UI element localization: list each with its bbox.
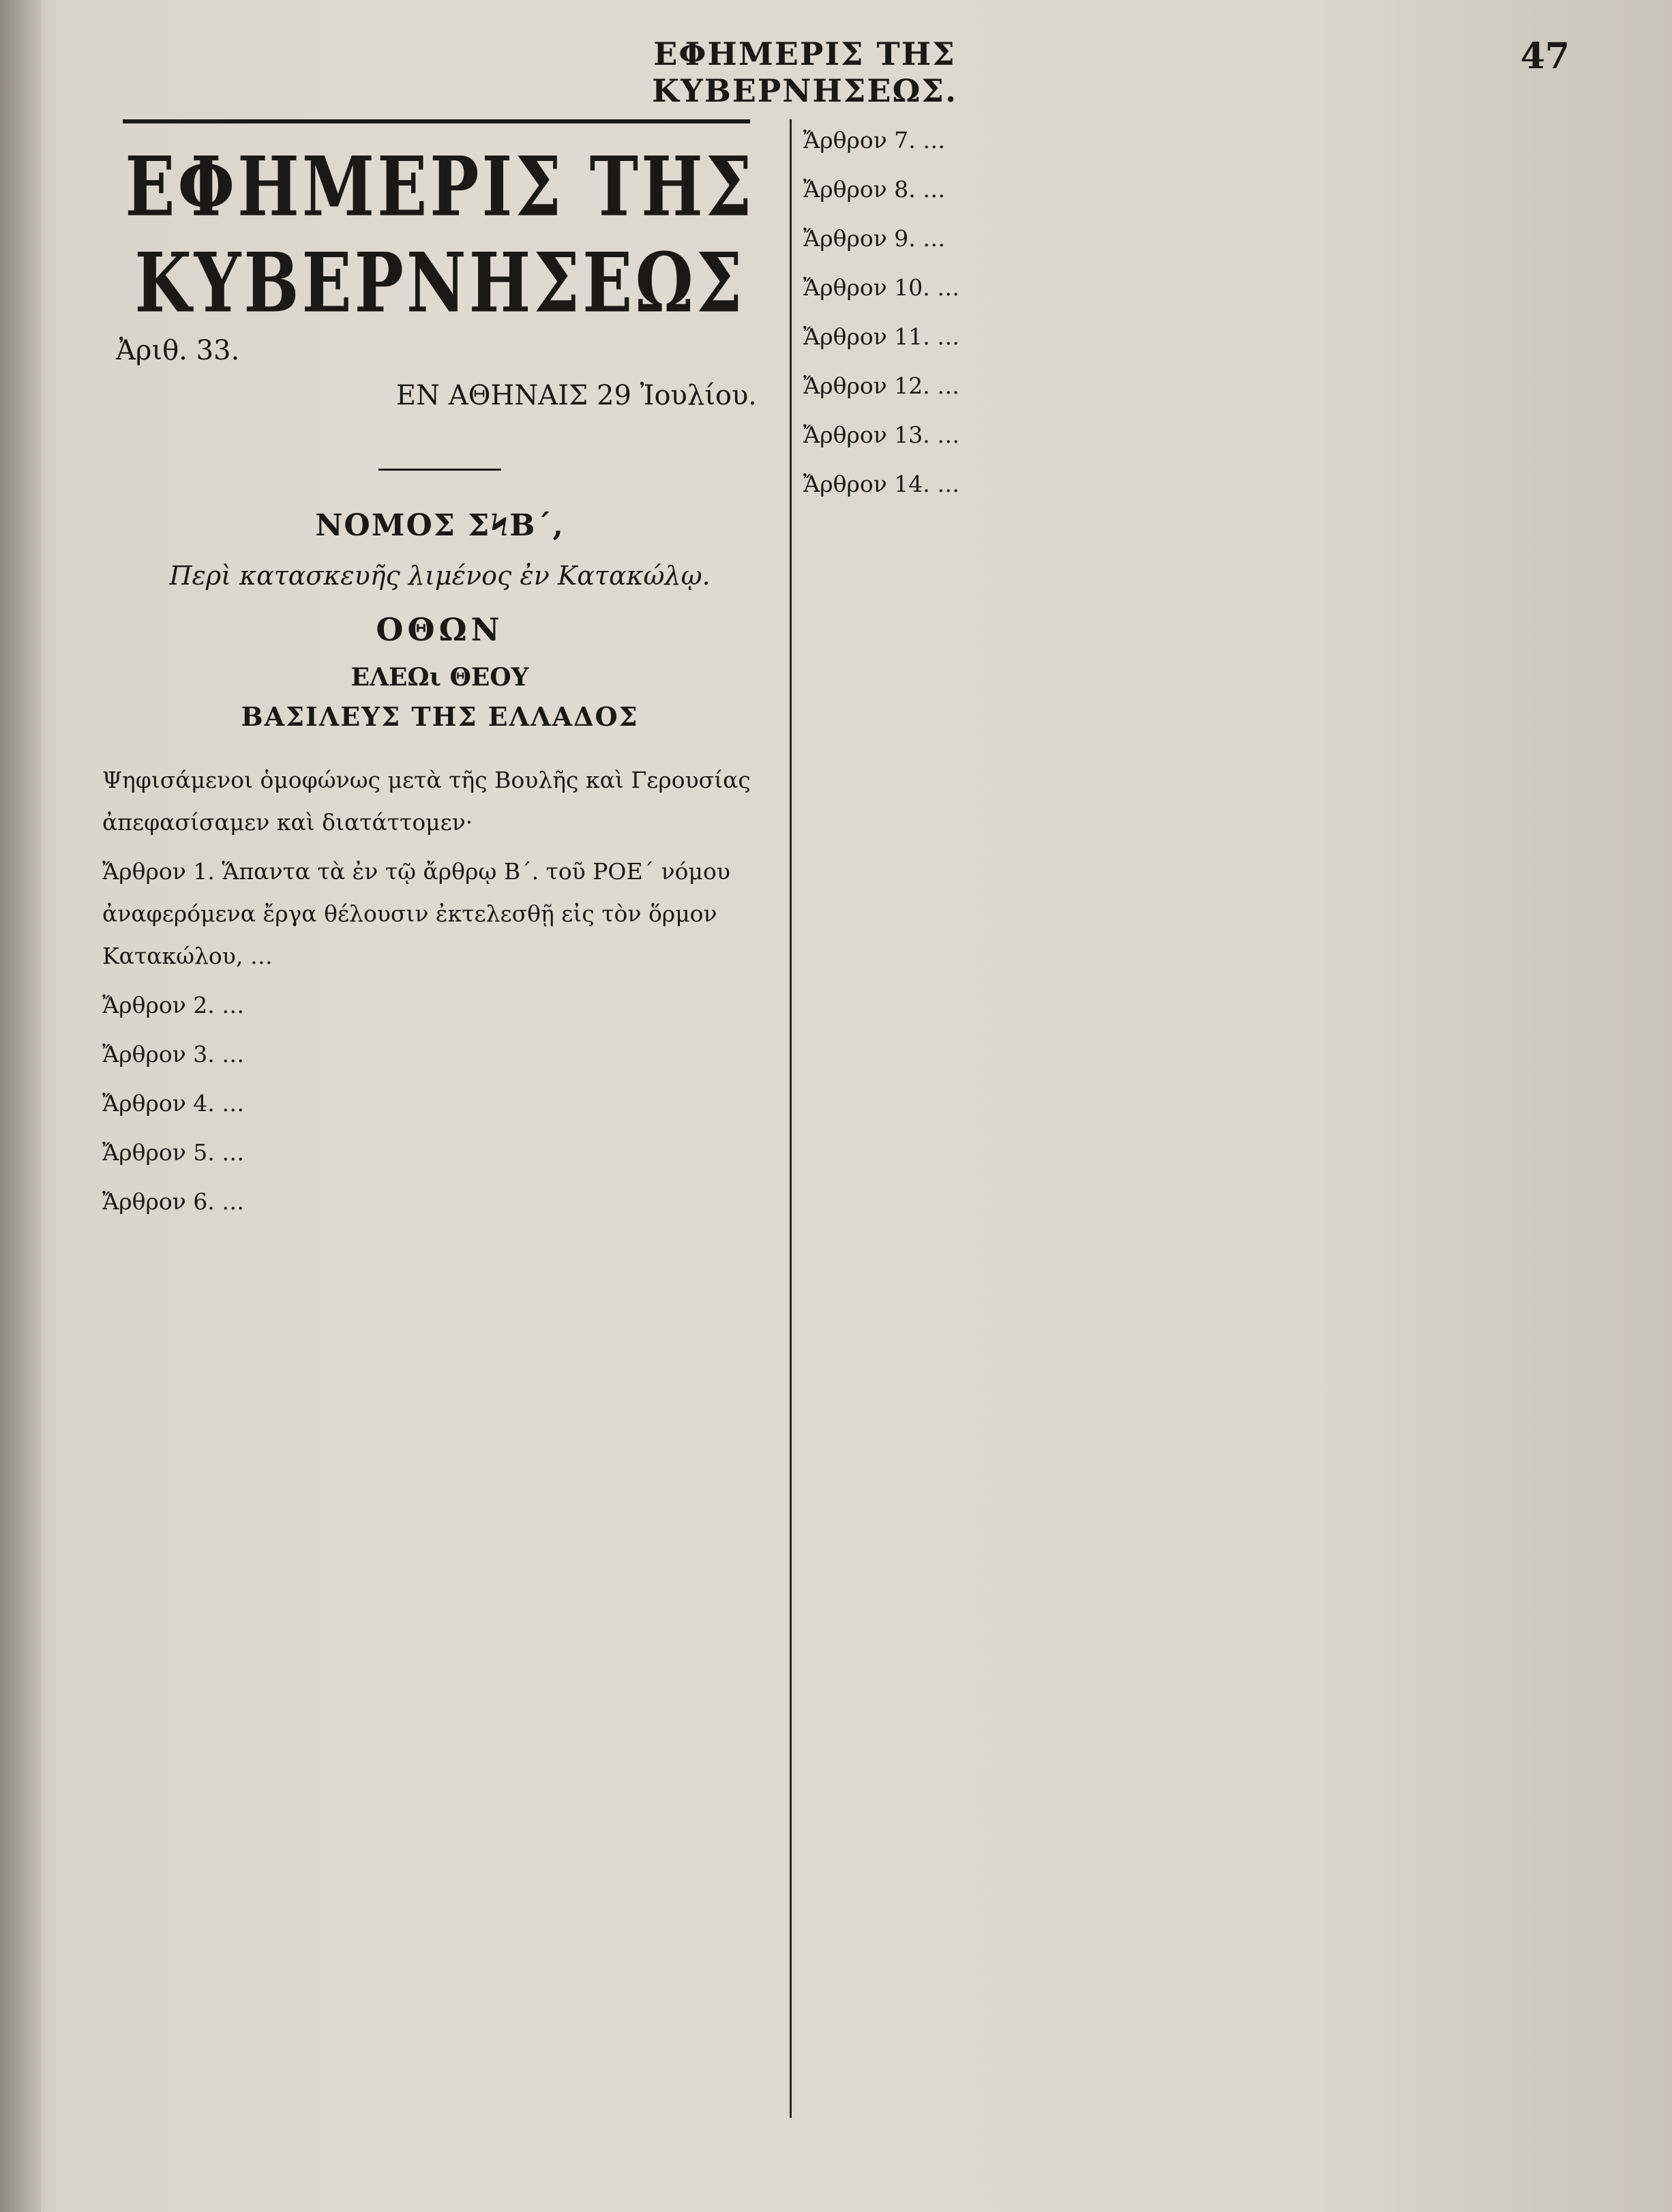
article-5: Ἄρθρον 5. … [102,1139,245,1166]
binding-gutter [0,0,41,2212]
masthead-title: ΕΦΗΜΕΡΙΣ ΤΗΣ ΚΥΒΕΡΝΗΣΕΩΣ [125,138,755,331]
article-1: Ἄρθρον 1. Ἅπαντα τὰ ἐν τῷ ἄρθρῳ Β΄. τοῦ ΡΟΕ΄ νόμου ἀναφερόμενα ἔργα θέλουσιν ἐκτελεσθῇ εἰς τὸν ὅρμον Κατακώλου, … [102,858,730,969]
by-grace-line: ΕΛΕΩι ΘΕΟΥ [350,663,529,692]
king-title: ΒΑΣΙΛΕΥΣ ΤΗΣ ΕΛΛΑΔΟΣ [241,701,639,732]
article-2: Ἄρθρον 2. … [102,992,245,1018]
issue-line [102,335,777,411]
column-divider [790,119,792,2118]
article-13: Ἄρθρον 13. … [803,422,960,448]
sovereign-name: ΟΘΩΝ [376,611,504,648]
article-11: Ἄρθρον 11. … [803,323,960,350]
law-subject: Περὶ κατασκευῆς λιμένος ἐν Κατακώλῳ. [169,561,711,591]
article-4: Ἄρθρον 4. … [102,1090,245,1117]
right-column [803,119,1560,512]
issue-place-date: ΕΝ ΑΘΗΝΑΙΣ 29 Ἰουλίου. [395,380,757,411]
article-7: Ἄρθρον 7. … [803,127,946,153]
left-column [102,119,777,1230]
article-12: Ἄρθρον 12. … [803,372,960,399]
article-9: Ἄρθρον 9. … [803,225,946,252]
paragraph: Ψηφισάμενοι ὁμοφώνως μετὰ τῆς Βουλῆς καὶ Γερουσίας ἀπεφασίσαμεν καὶ διατάττομεν· [102,767,751,836]
section-rule [378,469,501,471]
issue-number: Ἀριθ. 33. [116,335,240,366]
article-3: Ἄρθρον 3. … [102,1041,245,1067]
left-body [102,759,777,1223]
article-14: Ἄρθρον 14. … [803,471,960,497]
page-number: 47 [1520,35,1570,77]
article-6: Ἄρθρον 6. … [102,1188,245,1215]
law-number: ΝΟΜΟΣ ΣϞΒ΄, [315,508,565,543]
running-head: ΕΦΗΜΕΡΙΣ ΤΗΣ ΚΥΒΕΡΝΗΣΕΩΣ. [652,35,957,109]
masthead-rule [123,119,750,123]
article-8: Ἄρθρον 8. … [803,176,946,203]
article-10: Ἄρθρον 10. … [803,274,960,301]
